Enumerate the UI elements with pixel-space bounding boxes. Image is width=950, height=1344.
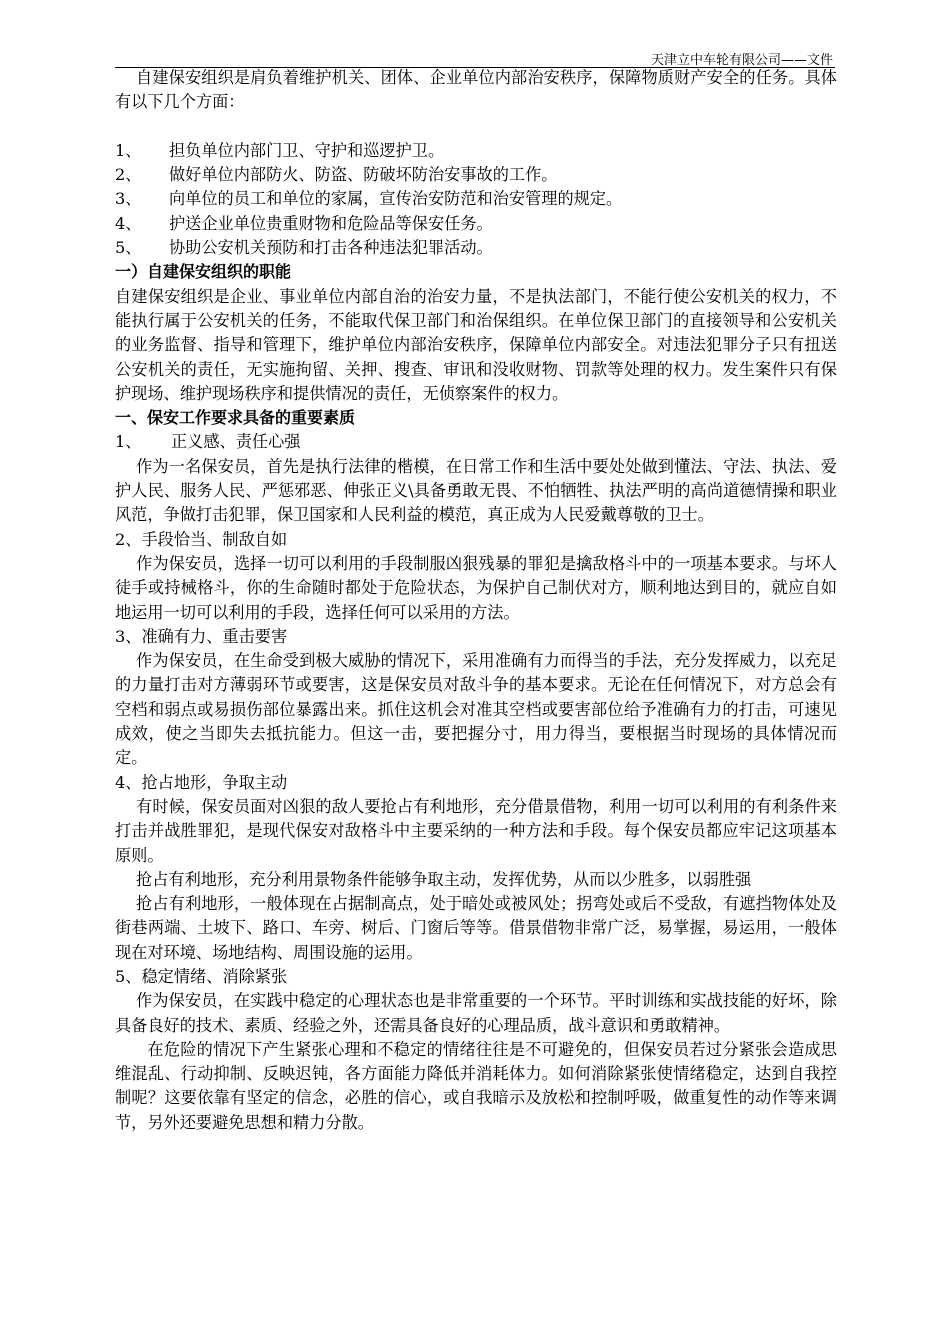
subsection-paragraph: 有时候，保安员面对凶狠的敌人要抢占有利地形，充分借景借物，利用一切可以利用的有利条件来打击并战胜罪犯，是现代保安对敌格斗中主要采纳的一种方法和手段。每个保安员都应牢记这项基本原则。 [115, 796, 837, 865]
task-number: 1、 [115, 140, 142, 160]
task-item [115, 212, 837, 236]
task-text: 协助公安机关预防和打击各种违法犯罪活动。 [169, 238, 493, 258]
task-text: 向单位的员工和单位的家属，宣传治安防范和治安管理的规定。 [169, 189, 623, 209]
subsection-paragraph: 作为一名保安员，首先是执行法律的楷模，在日常工作和生活中要处处做到懂法、守法、执法、爱护人民、服务人民、严惩邪恶、伸张正义\具备勇敢无畏、不怕牺牲、执法严明的高尚道德情操和职业风范，争做打击犯罪，保卫国家和人民利益的模范，真正成为人民爱戴尊敬的卫士。 [115, 456, 837, 525]
subsection-heading: 2、手段恰当、制敌自如 [115, 529, 288, 549]
subsection-number: 1、 [115, 432, 142, 452]
subsection-paragraph: 作为保安员，选择一切可以利用的手段制服凶狠残暴的罪犯是擒敌格斗中的一项基本要求。与坏人徒手或持械格斗，你的生命随时都处于危险状态，为保护自己制伏对方，顺利地达到目的，就应自如地运用一切可以利用的手段，选择任何可以采用的方法。 [115, 553, 837, 622]
subsection-heading: 3、准确有力、重击要害 [115, 626, 288, 646]
intro-paragraph: 自建保安组织是肩负着维护机关、团体、企业单位内部治安秩序，保障物质财产安全的任务。具体有以下几个方面： [115, 68, 837, 112]
subsection-heading: 4、抢占地形，争取主动 [115, 772, 288, 792]
subsection-heading [115, 430, 837, 454]
subsection-paragraph: 抢占有利地形，一般体现在占据制高点，处于暗处或被风处；拐弯处或后不受敌，有遮挡物体处及街巷两端、土坡下、路口、车旁、树后、门窗后等等。借景借物非常广泛，易掌握，易运用，一般体现在对环境、场地结构、周围设施的运用。 [115, 894, 837, 962]
header-text: 天津立中车轮有限公司——文件 [650, 53, 833, 68]
section-heading: 一）自建保安组织的职能 [115, 262, 292, 282]
task-number: 4、 [115, 213, 142, 233]
task-text: 担负单位内部门卫、守护和巡逻护卫。 [169, 140, 445, 160]
blank-line [115, 115, 837, 139]
section-paragraph: 自建保安组织是企业、事业单位内部自治的治安力量，不是执法部门，不能行使公安机关的权力，不能执行属于公安机关的任务，不能取代保卫部门和治保组织。在单位保卫部门的直接领导和公安机关的业务监督、指导和管理下，维护单位内部治安秩序，保障单位内部安全。对违法犯罪分子只有扭送公安机关的责任，无实施拘留、关押、搜查、审讯和没收财物、罚款等处理的权力。发生案件只有保护现场、维护现场秩序和提供情况的责任，无侦察案件的权力。 [115, 286, 837, 403]
subsection-paragraph: 在危险的情况下产生紧张心理和不稳定的情绪往往是不可避免的，但保安员若过分紧张会造成思维混乱、行动抑制、反映迟钝，各方面能力降低并消耗体力。如何消除紧张使情绪稳定，达到自我控制呢？这要依靠有坚定的信念，必胜的信心，或自我暗示及放松和控制呼吸，做重复性的动作等来调节，另外还要避免思想和精力分散。 [115, 1039, 837, 1132]
task-number: 5、 [115, 238, 142, 258]
document-body [115, 66, 837, 1135]
subsection-heading: 5、稳定情绪、消除紧张 [115, 966, 288, 986]
page-header [115, 47, 835, 68]
task-item [115, 163, 837, 187]
task-text: 做好单位内部防火、防盗、防破坏防治安事故的工作。 [169, 165, 558, 185]
task-number: 2、 [115, 165, 142, 185]
task-item [115, 236, 837, 260]
subsection-paragraph: 作为保安员，在实践中稳定的心理状态也是非常重要的一个环节。平时训练和实战技能的好坏，除具备良好的技术、素质、经验之外，还需具备良好的心理品质，战斗意识和勇敢精神。 [115, 991, 837, 1035]
task-text: 护送企业单位贵重财物和危险品等保安任务。 [169, 213, 493, 233]
task-number: 3、 [115, 189, 142, 209]
subsection-paragraph: 抢占有利地形，充分利用景物条件能够争取主动，发挥优势，从而以少胜多，以弱胜强 [136, 869, 752, 889]
subsection-paragraph: 作为保安员，在生命受到极大威胁的情况下，采用准确有力而得当的手法，充分发挥威力，以充足的力量打击对方薄弱环节或要害，这是保安员对敌斗争的基本要求。无论在任何情况下，对方总会有空档和弱点或易损伤部位暴露出来。抓住这机会对准其空档或要害部位给予准确有力的打击，可速见成效，使之当即失去抵抗能力。但这一击，要把握分寸，用力得当，要根据当时现场的具体情况而定。 [115, 651, 837, 768]
task-item [115, 139, 837, 163]
subsection-title: 正义感、责任心强 [171, 432, 301, 452]
task-item [115, 187, 837, 211]
section-heading: 一、保安工作要求具备的重要素质 [115, 408, 356, 428]
